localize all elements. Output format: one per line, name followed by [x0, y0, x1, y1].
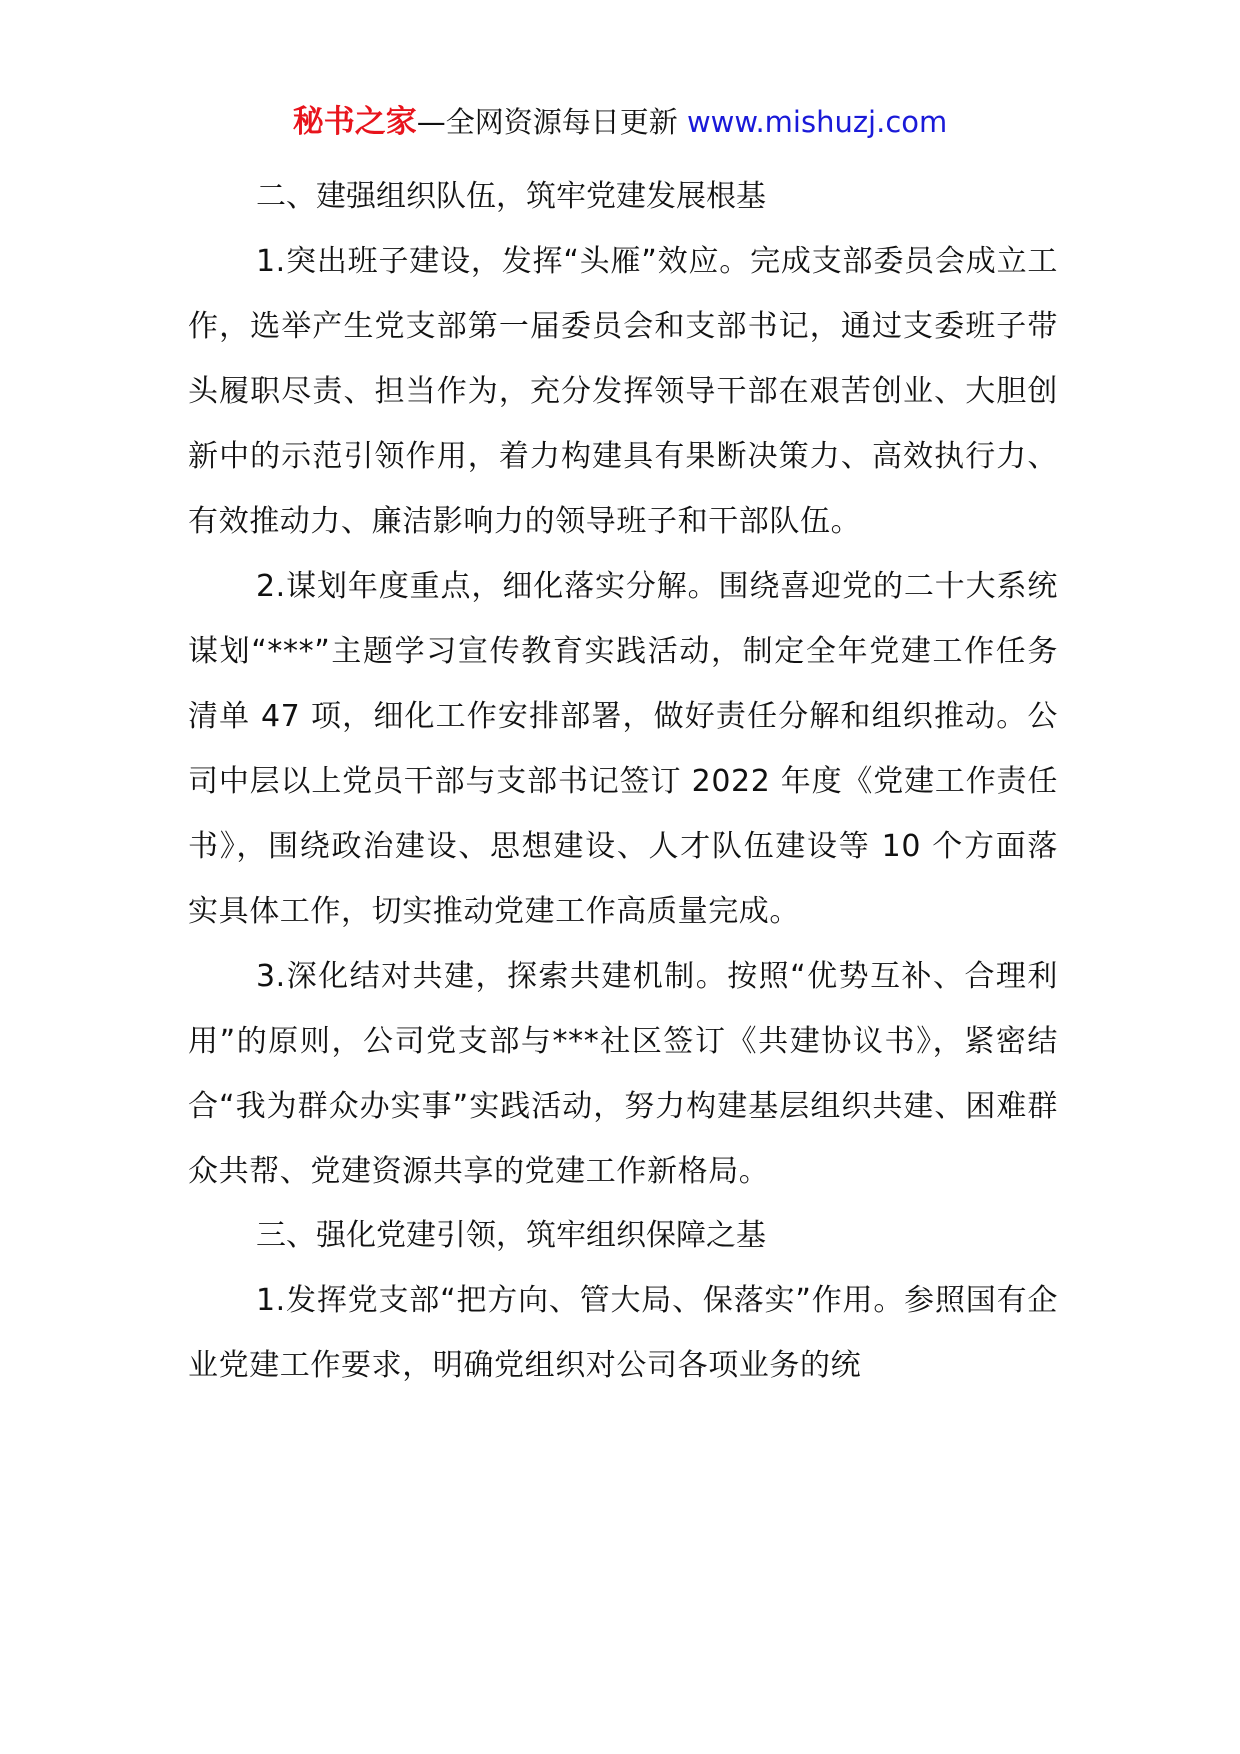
paragraph-3: 3.深化结对共建，探索共建机制。按照“优势互补、合理利用”的原则，公司党支部与***社区签订《共建协议书》，紧密结合“我为群众办实事”实践活动，努力构建基层组织共建、困难群众共帮、党建资源共享的党建工作新格局。: [188, 959, 1058, 1189]
paragraph-4: 1.发挥党支部“把方向、管大局、保落实”作用。参照国有企业党建工作要求，明确党组织对公司各项业务的统: [188, 1283, 1058, 1383]
document-body: [188, 165, 1058, 1398]
section-heading-2: 二、建强组织队伍，筑牢党建发展根基: [256, 179, 766, 214]
paragraph-2: 2.谋划年度重点，细化落实分解。围绕喜迎党的二十大系统谋划“***”主题学习宣传教育实践活动，制定全年党建工作任务清单 47 项，细化工作安排部署，做好责任分解和组织推动。公司中层以上党员干部与支部书记签订 2022 年度《党建工作责任书》，围绕政治建设、思想建设、人才队伍建设等 10 个方面落实具体工作，切实推动党建工作高质量完成。: [188, 569, 1058, 929]
page-header: [0, 102, 1240, 142]
brand-name: 秘书之家: [292, 104, 417, 140]
paragraph-1: 1.突出班子建设，发挥“头雁”效应。完成支部委员会成立工作，选举产生党支部第一届委员会和支部书记，通过支委班子带头履职尽责、担当作为，充分发挥领导干部在艰苦创业、大胆创新中的示范引领作用，着力构建具有果断决策力、高效执行力、有效推动力、廉洁影响力的领导班子和干部队伍。: [188, 244, 1058, 539]
section-heading-3: 三、强化党建引领，筑牢组织保障之基: [256, 1218, 766, 1253]
website-link[interactable]: www.mishuzj.com: [686, 105, 948, 139]
header-tagline: —全网资源每日更新: [416, 105, 678, 139]
